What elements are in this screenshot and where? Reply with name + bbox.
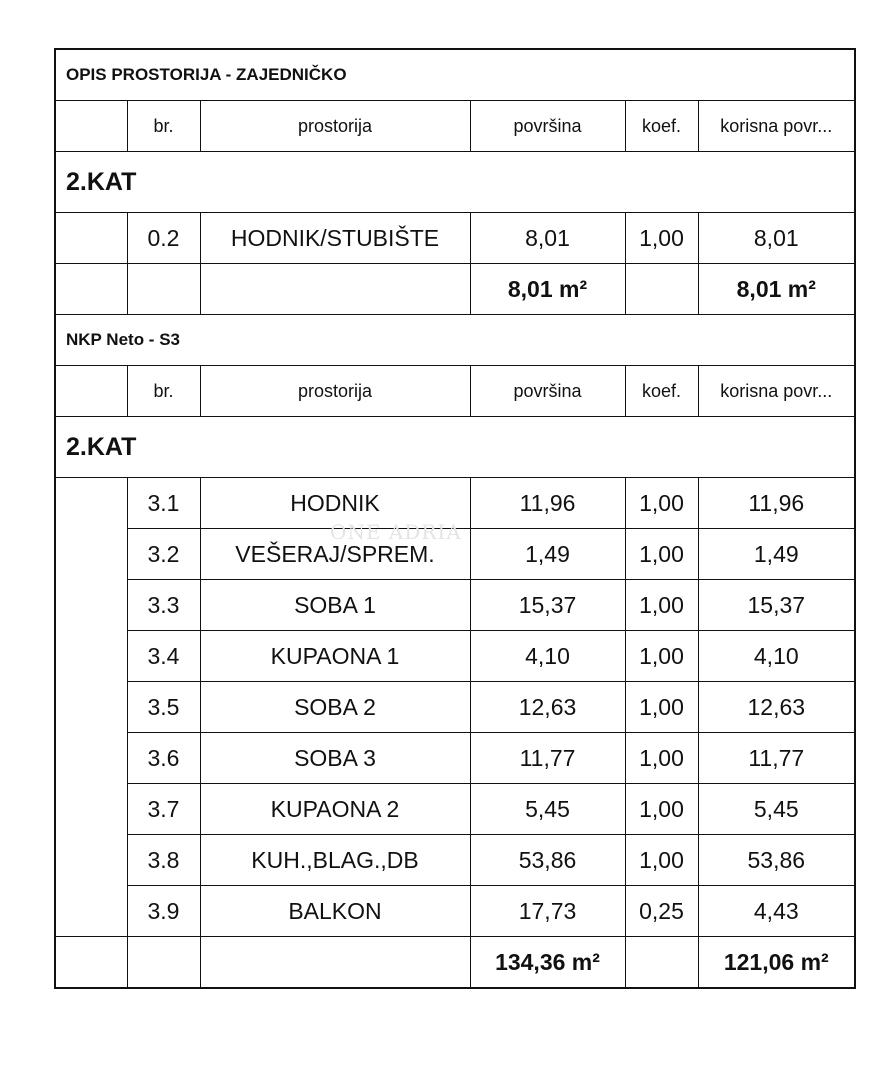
- floor-label: 2.KAT: [55, 152, 855, 213]
- table-row: [55, 631, 855, 682]
- header-blank: [55, 366, 127, 417]
- header-povrsina: površina: [470, 366, 625, 417]
- header-br: br.: [127, 101, 200, 152]
- table-row: [55, 478, 855, 529]
- cell-koef: 1,00: [625, 682, 698, 733]
- cell-br: 3.8: [127, 835, 200, 886]
- cell-korisna: 5,45: [698, 784, 855, 835]
- header-prostorija: prostorija: [200, 366, 470, 417]
- cell-korisna: 11,77: [698, 733, 855, 784]
- total-blank: [625, 264, 698, 315]
- total-blank: [200, 937, 470, 989]
- total-blank: [127, 937, 200, 989]
- total-povrsina: 8,01 m²: [470, 264, 625, 315]
- cell-br: 3.1: [127, 478, 200, 529]
- section-title-row: [55, 49, 855, 101]
- cell-povrsina: 15,37: [470, 580, 625, 631]
- header-blank: [55, 101, 127, 152]
- header-korisna: korisna povr...: [698, 101, 855, 152]
- total-row: [55, 264, 855, 315]
- table-row: [55, 886, 855, 937]
- section-title: OPIS PROSTORIJA - ZAJEDNIČKO: [55, 49, 855, 101]
- row-indent-blank: [55, 478, 127, 937]
- cell-prostorija: KUPAONA 2: [200, 784, 470, 835]
- cell-br: 3.3: [127, 580, 200, 631]
- cell-povrsina: 17,73: [470, 886, 625, 937]
- floor-label-row: [55, 417, 855, 478]
- cell-br: 3.7: [127, 784, 200, 835]
- cell-korisna: 4,43: [698, 886, 855, 937]
- column-header-row: [55, 366, 855, 417]
- cell-koef: 1,00: [625, 835, 698, 886]
- cell-povrsina: 1,49: [470, 529, 625, 580]
- cell-br: 3.6: [127, 733, 200, 784]
- cell-prostorija: KUH.,BLAG.,DB: [200, 835, 470, 886]
- table-row: [55, 529, 855, 580]
- table-row: [55, 733, 855, 784]
- cell-korisna: 1,49: [698, 529, 855, 580]
- header-koef: koef.: [625, 366, 698, 417]
- cell-br: 3.9: [127, 886, 200, 937]
- row-indent-blank: [55, 213, 127, 264]
- cell-povrsina: 11,96: [470, 478, 625, 529]
- cell-prostorija: SOBA 2: [200, 682, 470, 733]
- total-blank: [127, 264, 200, 315]
- cell-koef: 1,00: [625, 213, 698, 264]
- section-title: NKP Neto - S3: [55, 315, 855, 366]
- cell-prostorija: BALKON: [200, 886, 470, 937]
- cell-prostorija: SOBA 3: [200, 733, 470, 784]
- floor-label-row: [55, 152, 855, 213]
- cell-koef: 1,00: [625, 529, 698, 580]
- column-header-row: [55, 101, 855, 152]
- cell-povrsina: 4,10: [470, 631, 625, 682]
- cell-korisna: 53,86: [698, 835, 855, 886]
- header-korisna: korisna povr...: [698, 366, 855, 417]
- cell-prostorija: KUPAONA 1: [200, 631, 470, 682]
- cell-prostorija: SOBA 1: [200, 580, 470, 631]
- cell-povrsina: 53,86: [470, 835, 625, 886]
- cell-koef: 0,25: [625, 886, 698, 937]
- cell-korisna: 4,10: [698, 631, 855, 682]
- total-blank: [55, 937, 127, 989]
- header-koef: koef.: [625, 101, 698, 152]
- section-title-row: [55, 315, 855, 366]
- header-prostorija: prostorija: [200, 101, 470, 152]
- cell-povrsina: 11,77: [470, 733, 625, 784]
- total-korisna: 121,06 m²: [698, 937, 855, 989]
- table-row: [55, 213, 855, 264]
- cell-korisna: 12,63: [698, 682, 855, 733]
- cell-povrsina: 8,01: [470, 213, 625, 264]
- total-blank: [55, 264, 127, 315]
- cell-povrsina: 12,63: [470, 682, 625, 733]
- cell-prostorija: HODNIK/STUBIŠTE: [200, 213, 470, 264]
- cell-koef: 1,00: [625, 631, 698, 682]
- cell-koef: 1,00: [625, 733, 698, 784]
- table-body: [55, 49, 855, 988]
- cell-povrsina: 5,45: [470, 784, 625, 835]
- watermark-logo: ONE ADRIA: [330, 520, 462, 544]
- cell-korisna: 11,96: [698, 478, 855, 529]
- total-korisna: 8,01 m²: [698, 264, 855, 315]
- cell-prostorija: VEŠERAJ/SPREM.: [200, 529, 470, 580]
- cell-koef: 1,00: [625, 784, 698, 835]
- total-row: [55, 937, 855, 989]
- cell-br: 0.2: [127, 213, 200, 264]
- table-row: [55, 580, 855, 631]
- cell-korisna: 15,37: [698, 580, 855, 631]
- total-blank: [200, 264, 470, 315]
- table-row: [55, 835, 855, 886]
- total-blank: [625, 937, 698, 989]
- header-br: br.: [127, 366, 200, 417]
- cell-br: 3.4: [127, 631, 200, 682]
- cell-koef: 1,00: [625, 580, 698, 631]
- room-area-table: [54, 48, 856, 989]
- cell-br: 3.5: [127, 682, 200, 733]
- cell-br: 3.2: [127, 529, 200, 580]
- cell-prostorija: HODNIK: [200, 478, 470, 529]
- floor-label: 2.KAT: [55, 417, 855, 478]
- table-row: [55, 784, 855, 835]
- cell-koef: 1,00: [625, 478, 698, 529]
- table-row: [55, 682, 855, 733]
- cell-korisna: 8,01: [698, 213, 855, 264]
- header-povrsina: površina: [470, 101, 625, 152]
- total-povrsina: 134,36 m²: [470, 937, 625, 989]
